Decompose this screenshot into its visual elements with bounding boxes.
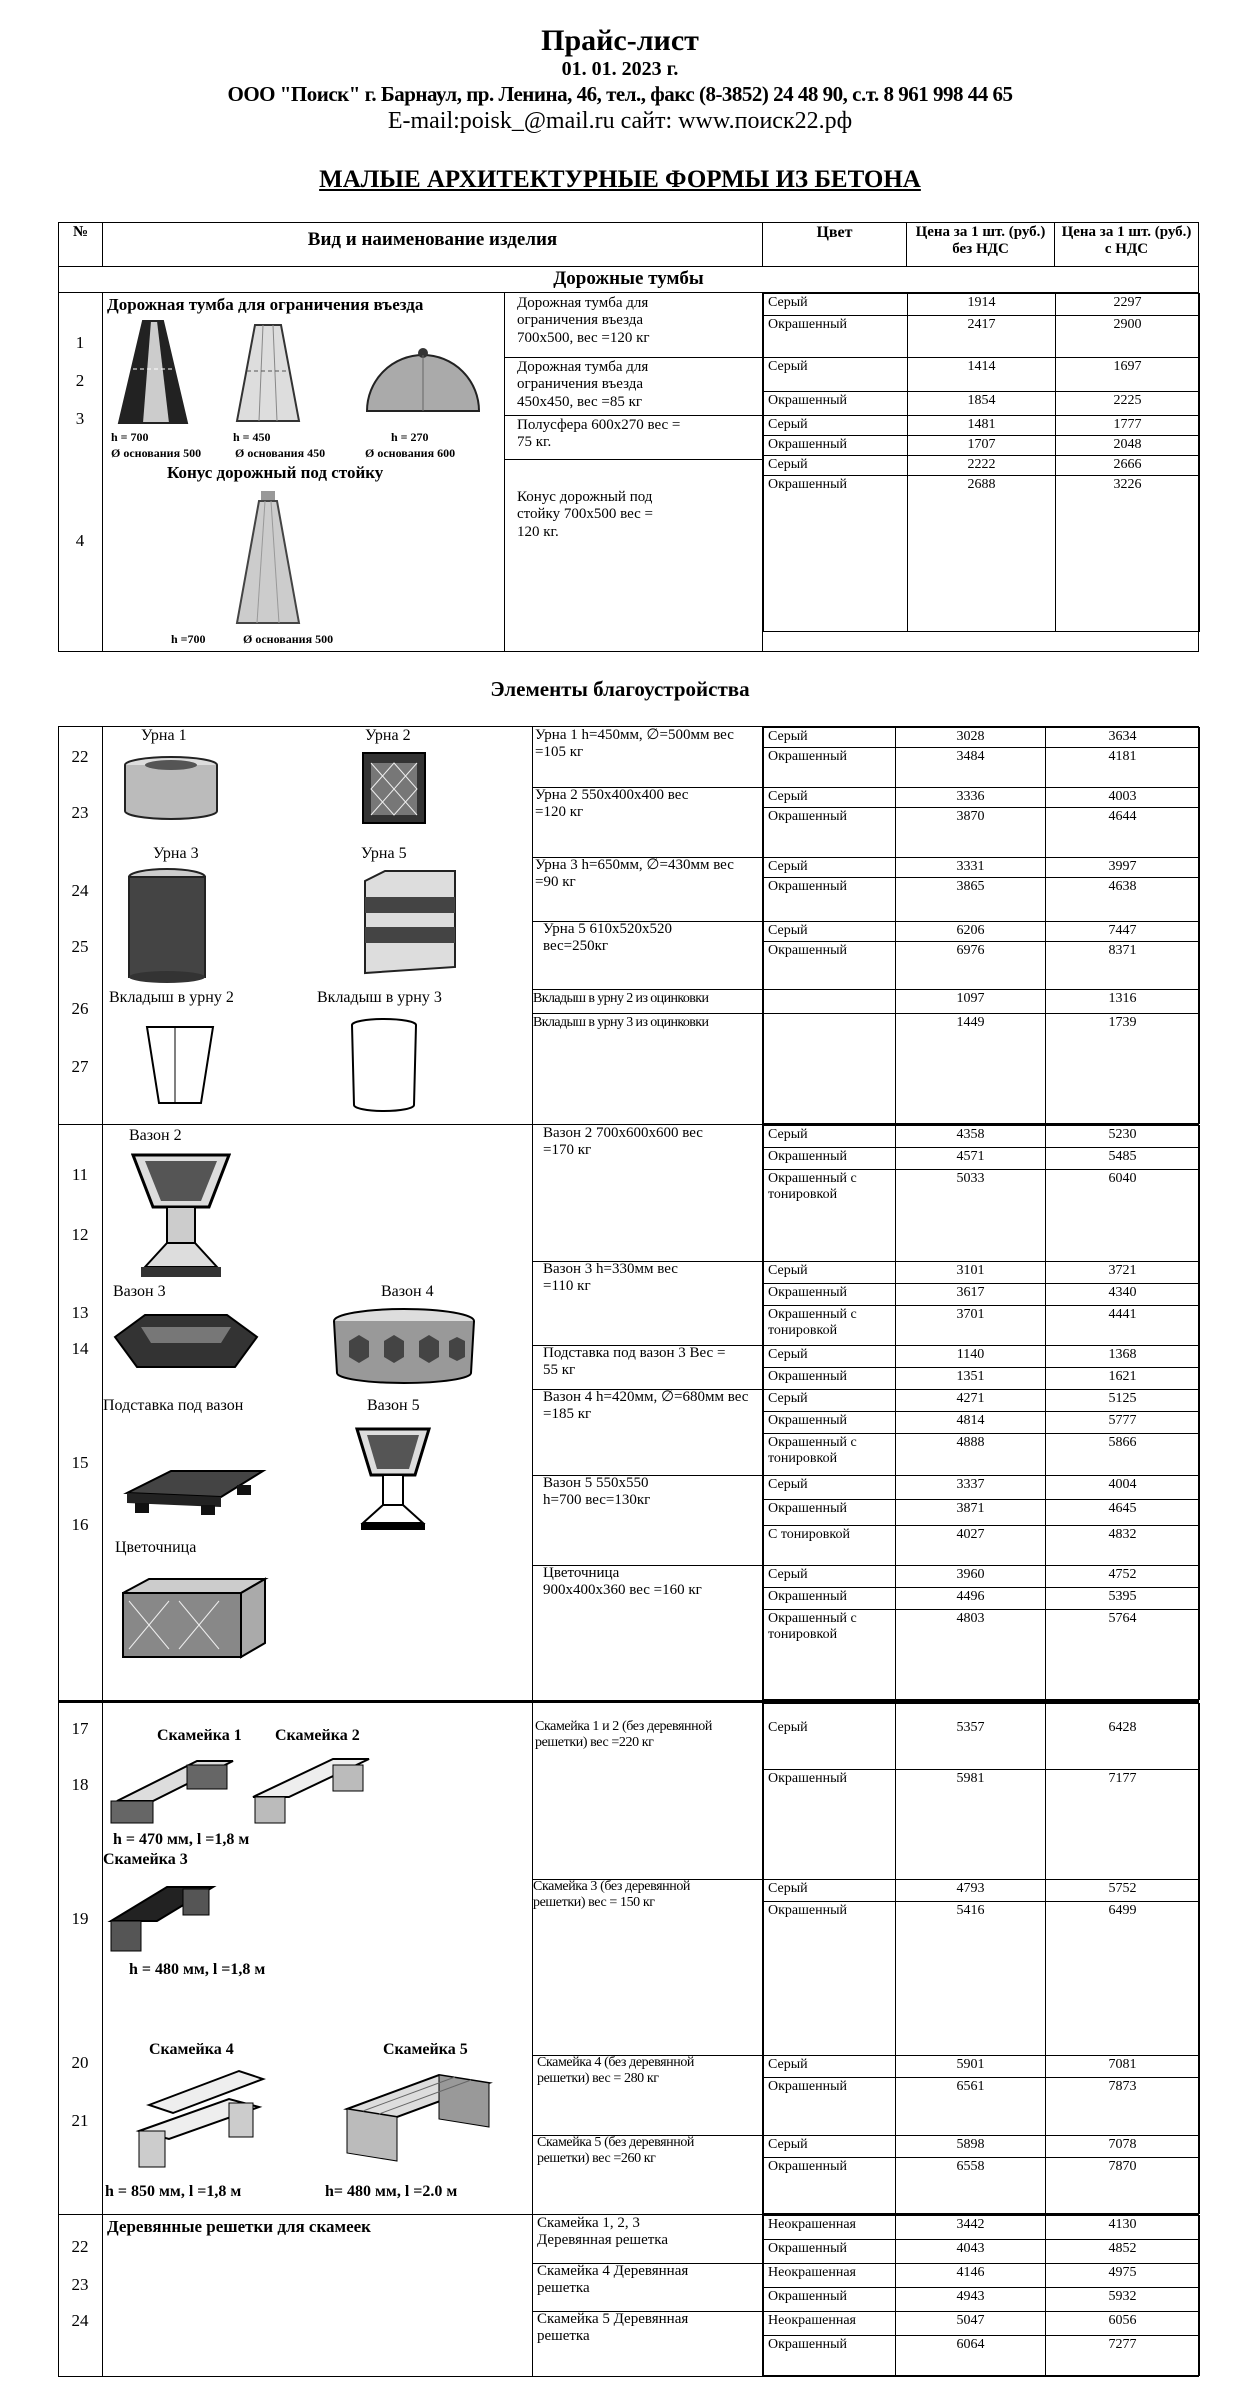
bench5-dim-label: h= 480 мм, l =2.0 м bbox=[325, 2183, 458, 2200]
row-number: 26 bbox=[71, 999, 89, 1018]
color-cell: Окрашенный bbox=[764, 2336, 896, 2376]
price-vat-cell: 6428 bbox=[1046, 1704, 1200, 1770]
price-cell: 6206 bbox=[896, 922, 1046, 942]
row-number: 24 bbox=[71, 881, 89, 900]
price-cell: 5898 bbox=[896, 2136, 1046, 2158]
color-cell: Окрашенный bbox=[764, 1588, 896, 1610]
price-vat-cell: 2225 bbox=[1056, 392, 1200, 416]
item-desc: Вкладыш в урну 2 из оцинковки bbox=[533, 991, 709, 1006]
row-number: 18 bbox=[71, 1775, 89, 1794]
vase5-image bbox=[353, 1423, 433, 1533]
bench4-dim-label: h = 850 мм, l =1,8 м bbox=[105, 2183, 242, 2200]
grating-picture-cell bbox=[103, 2215, 533, 2377]
price-vat-cell: 5230 bbox=[1046, 1126, 1200, 1148]
row-number: 17 bbox=[71, 1719, 89, 1738]
price-vat-cell: 4441 bbox=[1046, 1306, 1200, 1346]
price-vat-cell: 2048 bbox=[1056, 436, 1200, 456]
price-vat-cell: 4340 bbox=[1046, 1284, 1200, 1306]
price-cell: 4803 bbox=[896, 1610, 1046, 1700]
item-desc: Скамейка 5 Деревянная решетка bbox=[537, 2311, 689, 2345]
insert2-image bbox=[145, 1023, 215, 1107]
row-number: 25 bbox=[71, 937, 89, 956]
bench12-dim-label: h = 470 мм, l =1,8 м bbox=[113, 1831, 250, 1848]
row-number: 2 bbox=[75, 371, 85, 390]
insert3-label: Вкладыш в урну 3 bbox=[317, 989, 442, 1006]
price-vat-cell: 4130 bbox=[1046, 2216, 1200, 2240]
color-cell: Окрашенный с тонировкой bbox=[764, 1434, 896, 1476]
bench5-label: Скамейка 5 bbox=[383, 2041, 468, 2058]
price-vat-cell: 7873 bbox=[1046, 2078, 1200, 2136]
price-vat-cell: 7870 bbox=[1046, 2158, 1200, 2214]
color-cell: Окрашенный bbox=[764, 878, 896, 922]
bench1-image bbox=[107, 1751, 237, 1831]
color-cell: Окрашенный bbox=[764, 1902, 896, 2056]
color-cell: Окрашенный bbox=[764, 316, 908, 358]
bollard-pictures bbox=[103, 293, 505, 652]
row-number: 22 bbox=[71, 2237, 89, 2256]
price-vat-cell: 4832 bbox=[1046, 1526, 1200, 1566]
bench-prices bbox=[763, 1702, 1199, 2215]
price-vat-cell: 3997 bbox=[1046, 858, 1200, 878]
color-cell: Окрашенный bbox=[764, 2240, 896, 2264]
bench4-image bbox=[129, 2065, 269, 2175]
urn2-label: Урна 2 bbox=[365, 727, 411, 744]
row-number: 4 bbox=[75, 531, 85, 550]
item-desc: Вазон 5 550х550 h=700 вес=130кг bbox=[543, 1475, 651, 1509]
bollard-450-image bbox=[233, 323, 303, 427]
urn3-image bbox=[125, 867, 209, 987]
price-cell: 3337 bbox=[896, 1476, 1046, 1500]
price-vat-cell: 8371 bbox=[1046, 942, 1200, 990]
price-vat-cell: 4644 bbox=[1046, 808, 1200, 858]
color-cell: Окрашенный bbox=[764, 1770, 896, 1880]
bench3-dim-label: h = 480 мм, l =1,8 м bbox=[129, 1961, 266, 1978]
row-numbers bbox=[59, 293, 103, 652]
price-cell: 1707 bbox=[908, 436, 1056, 456]
color-cell: Окрашенный bbox=[764, 2288, 896, 2312]
item-desc: Конус дорожный под стойку 700х500 вес = 120 кг. bbox=[517, 489, 654, 540]
color-cell: Серый bbox=[764, 728, 896, 748]
row-number: 20 bbox=[71, 2053, 89, 2072]
row-number: 19 bbox=[71, 1909, 89, 1928]
color-cell: Окрашенный с тонировкой bbox=[764, 1170, 896, 1262]
item-desc: Вазон 2 700х600х600 вес =170 кг bbox=[543, 1125, 703, 1159]
item-desc: Скамейка 4 (без деревянной решетки) вес = 280 кг bbox=[537, 2055, 695, 2087]
cone-h-label: h =700 bbox=[171, 632, 206, 646]
price-vat-cell: 1739 bbox=[1046, 1014, 1200, 1124]
color-cell: Серый bbox=[764, 2136, 896, 2158]
price-cell: 5416 bbox=[896, 1902, 1046, 2056]
bollard-label: Дорожная тумба для ограничения въезда bbox=[107, 295, 424, 314]
row-numbers bbox=[59, 2215, 103, 2377]
price-cell: 4496 bbox=[896, 1588, 1046, 1610]
price-vat-cell: 3634 bbox=[1046, 728, 1200, 748]
row-number: 24 bbox=[71, 2311, 89, 2330]
price-vat-cell: 7447 bbox=[1046, 922, 1200, 942]
price-cell: 1097 bbox=[896, 990, 1046, 1014]
color-cell: Серый bbox=[764, 1880, 896, 1902]
vase-prices bbox=[763, 1125, 1199, 1702]
row-number: 11 bbox=[71, 1165, 89, 1184]
price-vat-cell: 1368 bbox=[1046, 1346, 1200, 1368]
price-cell: 6558 bbox=[896, 2158, 1046, 2214]
price-cell: 6976 bbox=[896, 942, 1046, 990]
price-vat-cell: 4645 bbox=[1046, 1500, 1200, 1526]
color-cell: Серый bbox=[764, 416, 908, 436]
color-cell: Неокрашенная bbox=[764, 2216, 896, 2240]
bollard-prices bbox=[763, 293, 1199, 652]
price-cell: 1414 bbox=[908, 358, 1056, 392]
item-desc: Цветочница 900х400х360 вес =160 кг bbox=[543, 1565, 702, 1599]
vase-desc-cell bbox=[533, 1125, 763, 1702]
color-cell: Серый bbox=[764, 2056, 896, 2078]
item-desc: Скамейка 5 (без деревянной решетки) вес =260 кг bbox=[537, 2135, 695, 2167]
color-cell: Неокрашенная bbox=[764, 2264, 896, 2288]
price-vat-cell: 5777 bbox=[1046, 1412, 1200, 1434]
color-cell: Окрашенный bbox=[764, 2078, 896, 2136]
urn-prices bbox=[763, 727, 1199, 1125]
color-cell: Серый bbox=[764, 858, 896, 878]
price-cell: 5901 bbox=[896, 2056, 1046, 2078]
doc-title: Прайс-лист bbox=[541, 24, 699, 57]
price-cell: 1914 bbox=[908, 294, 1056, 316]
price-cell: 3617 bbox=[896, 1284, 1046, 1306]
price-cell: 5357 bbox=[896, 1704, 1046, 1770]
price-cell: 2417 bbox=[908, 316, 1056, 358]
color-cell: Окрашенный bbox=[764, 436, 908, 456]
price-vat-cell: 5395 bbox=[1046, 1588, 1200, 1610]
price-vat-cell: 1621 bbox=[1046, 1368, 1200, 1390]
price-cell: 5033 bbox=[896, 1170, 1046, 1262]
d500-label: Ø основания 500 bbox=[111, 446, 202, 460]
price-vat-cell: 2900 bbox=[1056, 316, 1200, 358]
section-title: Дорожные тумбы bbox=[59, 267, 1199, 293]
row-numbers bbox=[59, 1702, 103, 2215]
item-desc: Вазон 4 h=420мм, ∅=680мм вес =185 кг bbox=[543, 1389, 749, 1423]
price-cell: 4271 bbox=[896, 1390, 1046, 1412]
row-number: 27 bbox=[71, 1057, 89, 1076]
row-number: 12 bbox=[71, 1225, 89, 1244]
col-name: Вид и наименование изделия bbox=[103, 223, 763, 267]
item-desc: Скамейка 1, 2, 3 Деревянная решетка bbox=[537, 2215, 669, 2249]
col-price-no-vat: Цена за 1 шт. (руб.) без НДС bbox=[907, 223, 1055, 267]
price-vat-cell: 5125 bbox=[1046, 1390, 1200, 1412]
price-vat-cell: 4852 bbox=[1046, 2240, 1200, 2264]
company-info: ООО "Поиск" г. Барнаул, пр. Ленина, 46, тел., факс (8-3852) 24 48 90, с.т. 8 961 998 44 65 bbox=[227, 82, 1013, 106]
row-numbers bbox=[59, 1125, 103, 1702]
contacts: E-mail:poisk_@mail.ru сайт: www.поиск22.рф bbox=[387, 108, 853, 134]
vase4-image bbox=[329, 1307, 479, 1387]
price-cell: 1481 bbox=[908, 416, 1056, 436]
price-cell: 3871 bbox=[896, 1500, 1046, 1526]
item-desc: Вкладыш в урну 3 из оцинковки bbox=[533, 1015, 709, 1030]
cone-image bbox=[233, 489, 303, 629]
price-vat-cell: 6040 bbox=[1046, 1170, 1200, 1262]
item-desc: Полусфера 600х270 вес = 75 кг. bbox=[517, 417, 681, 451]
price-cell: 4358 bbox=[896, 1126, 1046, 1148]
price-vat-cell: 5932 bbox=[1046, 2288, 1200, 2312]
gratings-label: Деревянные решетки для скамеек bbox=[107, 2217, 371, 2236]
color-cell: Серый bbox=[764, 1346, 896, 1368]
price-cell: 5047 bbox=[896, 2312, 1046, 2336]
price-cell: 1854 bbox=[908, 392, 1056, 416]
landscape-table bbox=[58, 726, 1199, 2377]
bench1-label: Скамейка 1 bbox=[157, 1727, 242, 1744]
row-number: 16 bbox=[71, 1515, 89, 1534]
grating-prices bbox=[763, 2215, 1199, 2377]
hemisphere-image bbox=[363, 345, 483, 415]
color-cell: Серый bbox=[764, 456, 908, 476]
color-cell: Серый bbox=[764, 788, 896, 808]
price-cell: 5981 bbox=[896, 1770, 1046, 1880]
price-cell: 3336 bbox=[896, 788, 1046, 808]
price-cell: 4943 bbox=[896, 2288, 1046, 2312]
price-vat-cell: 6499 bbox=[1046, 1902, 1200, 2056]
price-vat-cell: 7078 bbox=[1046, 2136, 1200, 2158]
price-vat-cell: 1316 bbox=[1046, 990, 1200, 1014]
vase3-image bbox=[111, 1307, 261, 1373]
row-number: 1 bbox=[75, 333, 85, 352]
price-vat-cell: 4638 bbox=[1046, 878, 1200, 922]
row-number: 23 bbox=[71, 803, 89, 822]
price-vat-cell: 4004 bbox=[1046, 1476, 1200, 1500]
price-vat-cell: 7177 bbox=[1046, 1770, 1200, 1880]
page-heading: МАЛЫЕ АРХИТЕКТУРНЫЕ ФОРМЫ ИЗ БЕТОНА bbox=[319, 166, 921, 193]
price-vat-cell: 4752 bbox=[1046, 1566, 1200, 1588]
cone-label: Конус дорожный под стойку bbox=[167, 463, 384, 482]
urn5-label: Урна 5 bbox=[361, 845, 407, 862]
bench-desc-cell bbox=[533, 1702, 763, 2215]
vase2-label: Вазон 2 bbox=[129, 1127, 182, 1144]
price-cell: 4043 bbox=[896, 2240, 1046, 2264]
price-vat-cell: 4003 bbox=[1046, 788, 1200, 808]
color-cell: Серый bbox=[764, 1262, 896, 1284]
price-vat-cell: 5752 bbox=[1046, 1880, 1200, 1902]
color-cell: Окрашенный bbox=[764, 808, 896, 858]
row-number: 3 bbox=[75, 409, 85, 428]
item-desc: Урна 2 550х400х400 вес =120 кг bbox=[535, 787, 689, 821]
cone-d-label: Ø основания 500 bbox=[243, 632, 334, 646]
bollard-desc-cell bbox=[505, 293, 763, 652]
color-cell: Серый bbox=[764, 1704, 896, 1770]
vase5-label: Вазон 5 bbox=[367, 1397, 420, 1414]
color-cell: Окрашенный с тонировкой bbox=[764, 1306, 896, 1346]
price-vat-cell: 5764 bbox=[1046, 1610, 1200, 1700]
col-num: № bbox=[59, 223, 103, 267]
item-desc: Дорожная тумба для ограничения въезда 700х500, вес =120 кг bbox=[517, 295, 650, 346]
road-bollards-table bbox=[58, 222, 1199, 652]
urn-pictures bbox=[103, 727, 533, 1125]
d450-label: Ø основания 450 bbox=[235, 446, 326, 460]
color-cell: Окрашенный bbox=[764, 942, 896, 990]
color-cell bbox=[764, 990, 896, 1014]
section2-title: Элементы благоустройства bbox=[490, 677, 750, 701]
d600-label: Ø основания 600 bbox=[365, 446, 456, 460]
color-cell bbox=[764, 1014, 896, 1124]
item-desc: Урна 1 h=450мм, ∅=500мм вес =105 кг bbox=[535, 727, 734, 761]
color-cell: Серый bbox=[764, 922, 896, 942]
color-cell: С тонировкой bbox=[764, 1526, 896, 1566]
bench-pictures bbox=[103, 1702, 533, 2215]
price-cell: 4027 bbox=[896, 1526, 1046, 1566]
item-desc: Скамейка 3 (без деревянной решетки) вес = 150 кг bbox=[533, 1879, 691, 1911]
price-vat-cell: 7081 bbox=[1046, 2056, 1200, 2078]
price-vat-cell: 5485 bbox=[1046, 1148, 1200, 1170]
row-number: 14 bbox=[71, 1339, 89, 1358]
flowerbed-image bbox=[119, 1573, 269, 1663]
price-cell: 3960 bbox=[896, 1566, 1046, 1588]
price-vat-cell: 4975 bbox=[1046, 2264, 1200, 2288]
col-color: Цвет bbox=[763, 223, 907, 267]
color-cell: Окрашенный с тонировкой bbox=[764, 1610, 896, 1700]
price-cell: 3028 bbox=[896, 728, 1046, 748]
price-cell: 6561 bbox=[896, 2078, 1046, 2136]
color-cell: Неокрашенная bbox=[764, 2312, 896, 2336]
item-desc: Скамейка 1 и 2 (без деревянной решетки) вес =220 кг bbox=[535, 1719, 712, 1751]
color-cell: Окрашенный bbox=[764, 392, 908, 416]
item-desc: Урна 5 610х520х520 вес=250кг bbox=[543, 921, 672, 955]
price-vat-cell: 3226 bbox=[1056, 476, 1200, 632]
urn1-image bbox=[121, 755, 221, 821]
price-vat-cell: 2666 bbox=[1056, 456, 1200, 476]
vase2-image bbox=[131, 1151, 231, 1281]
price-cell: 3701 bbox=[896, 1306, 1046, 1346]
bench5-image bbox=[343, 2069, 493, 2169]
item-desc: Урна 3 h=650мм, ∅=430мм вес =90 кг bbox=[535, 857, 734, 891]
price-vat-cell: 4181 bbox=[1046, 748, 1200, 788]
color-cell: Окрашенный bbox=[764, 476, 908, 632]
price-vat-cell: 7277 bbox=[1046, 2336, 1200, 2376]
urn-desc-cell bbox=[533, 727, 763, 1125]
stand-image bbox=[117, 1463, 267, 1523]
price-cell: 3331 bbox=[896, 858, 1046, 878]
color-cell: Окрашенный bbox=[764, 2158, 896, 2214]
price-cell: 1351 bbox=[896, 1368, 1046, 1390]
urn5-image bbox=[355, 867, 465, 977]
price-cell: 3870 bbox=[896, 808, 1046, 858]
price-vat-cell: 5866 bbox=[1046, 1434, 1200, 1476]
item-desc: Скамейка 4 Деревянная решетка bbox=[537, 2263, 689, 2297]
price-cell: 1449 bbox=[896, 1014, 1046, 1124]
color-cell: Серый bbox=[764, 1390, 896, 1412]
insert3-image bbox=[349, 1017, 419, 1113]
price-vat-cell: 6056 bbox=[1046, 2312, 1200, 2336]
bench3-label: Скамейка 3 bbox=[103, 1851, 188, 1868]
price-cell: 4814 bbox=[896, 1412, 1046, 1434]
color-cell: Окрашенный bbox=[764, 1148, 896, 1170]
item-desc: Вазон 3 h=330мм вес =110 кг bbox=[543, 1261, 678, 1295]
insert2-label: Вкладыш в урну 2 bbox=[109, 989, 234, 1006]
bench4-label: Скамейка 4 bbox=[149, 2041, 234, 2058]
doc-date: 01. 01. 2023 г. bbox=[561, 58, 679, 80]
row-number: 13 bbox=[71, 1303, 89, 1322]
h270-label: h = 270 bbox=[391, 430, 429, 444]
price-cell: 4793 bbox=[896, 1880, 1046, 1902]
item-desc: Подставка под вазон 3 Вес = 55 кг bbox=[543, 1345, 726, 1379]
color-cell: Серый bbox=[764, 294, 908, 316]
urn1-label: Урна 1 bbox=[141, 727, 187, 744]
bench2-image bbox=[243, 1751, 373, 1831]
price-vat-cell: 2297 bbox=[1056, 294, 1200, 316]
color-cell: Окрашенный bbox=[764, 1284, 896, 1306]
color-cell: Окрашенный bbox=[764, 748, 896, 788]
item-desc: Дорожная тумба для ограничения въезда 450х450, вес =85 кг bbox=[517, 359, 649, 410]
color-cell: Окрашенный bbox=[764, 1368, 896, 1390]
vase3-label: Вазон 3 bbox=[113, 1283, 166, 1300]
price-cell: 4888 bbox=[896, 1434, 1046, 1476]
urn2-image bbox=[359, 749, 429, 827]
row-number: 15 bbox=[71, 1453, 89, 1472]
price-cell: 3101 bbox=[896, 1262, 1046, 1284]
bollard-700-image bbox=[113, 319, 193, 429]
price-cell: 2688 bbox=[908, 476, 1056, 632]
h700-label: h = 700 bbox=[111, 430, 149, 444]
price-cell: 3442 bbox=[896, 2216, 1046, 2240]
row-number: 21 bbox=[71, 2111, 89, 2130]
price-cell: 4146 bbox=[896, 2264, 1046, 2288]
h450-label: h = 450 bbox=[233, 430, 271, 444]
bench2-label: Скамейка 2 bbox=[275, 1727, 360, 1744]
price-vat-cell: 1777 bbox=[1056, 416, 1200, 436]
color-cell: Окрашенный bbox=[764, 1500, 896, 1526]
price-cell: 4571 bbox=[896, 1148, 1046, 1170]
price-vat-cell: 1697 bbox=[1056, 358, 1200, 392]
row-numbers bbox=[59, 727, 103, 1125]
urn3-label: Урна 3 bbox=[153, 845, 199, 862]
col-price-vat: Цена за 1 шт. (руб.) с НДС bbox=[1055, 223, 1199, 267]
row-number: 23 bbox=[71, 2275, 89, 2294]
vase4-label: Вазон 4 bbox=[381, 1283, 434, 1300]
color-cell: Серый bbox=[764, 1566, 896, 1588]
color-cell: Окрашенный bbox=[764, 1412, 896, 1434]
color-cell: Серый bbox=[764, 1476, 896, 1500]
bench3-image bbox=[107, 1879, 217, 1959]
flowerbed-label: Цветочница bbox=[115, 1539, 197, 1556]
grating-desc-cell bbox=[533, 2215, 763, 2377]
color-cell: Серый bbox=[764, 358, 908, 392]
price-cell: 3865 bbox=[896, 878, 1046, 922]
row-number: 22 bbox=[71, 747, 89, 766]
vase-pictures bbox=[103, 1125, 533, 1702]
price-cell: 3484 bbox=[896, 748, 1046, 788]
price-cell: 2222 bbox=[908, 456, 1056, 476]
price-vat-cell: 3721 bbox=[1046, 1262, 1200, 1284]
price-cell: 1140 bbox=[896, 1346, 1046, 1368]
stand-label: Подставка под вазон bbox=[103, 1397, 244, 1414]
price-cell: 6064 bbox=[896, 2336, 1046, 2376]
color-cell: Серый bbox=[764, 1126, 896, 1148]
